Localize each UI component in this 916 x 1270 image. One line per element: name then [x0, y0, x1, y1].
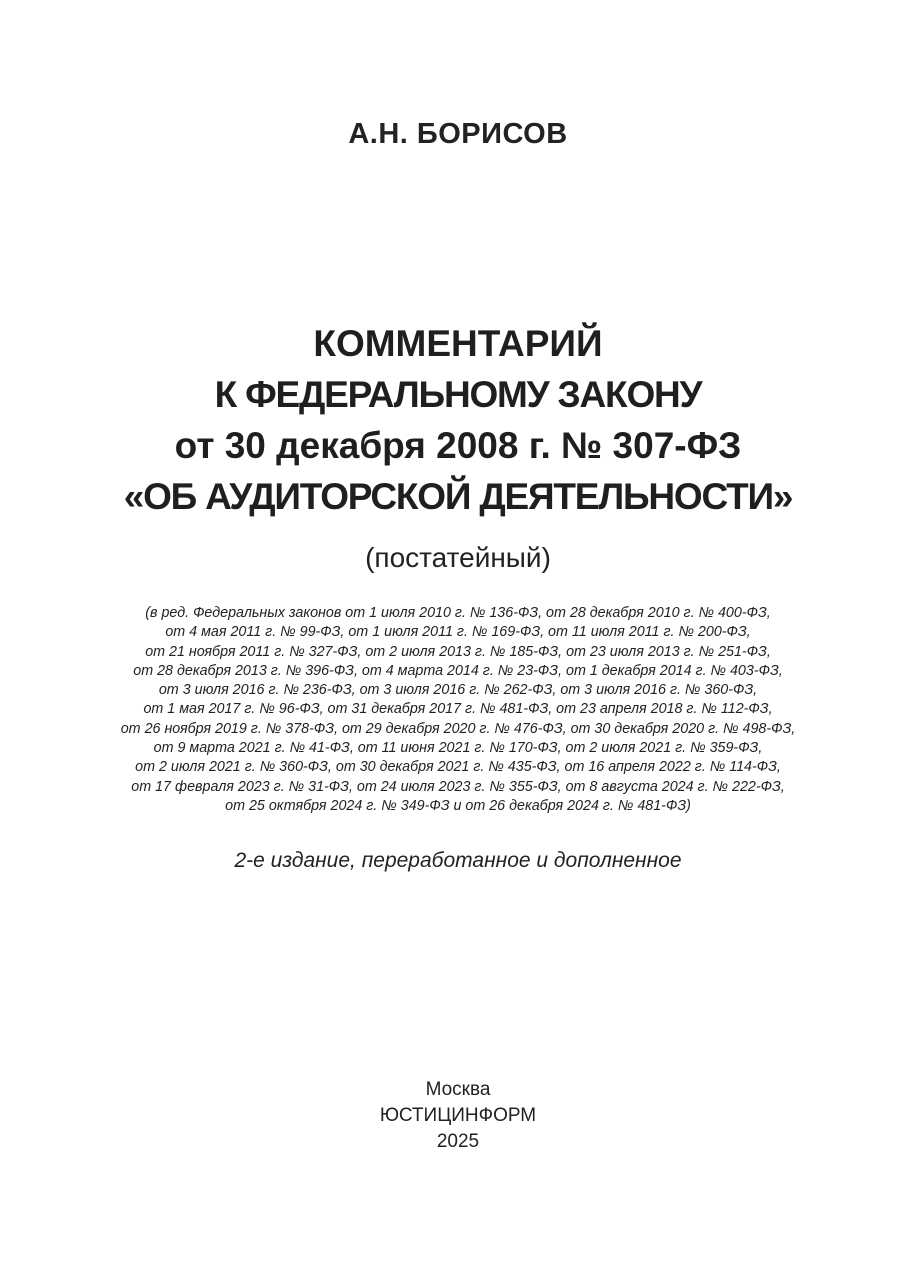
title-line: КОММЕНТАРИЙ: [313, 323, 603, 364]
amendment-line: (в ред. Федеральных законов от 1 июля 2010 г. № 136-ФЗ, от 28 декабря 2010 г. № 400-ФЗ,: [145, 605, 771, 621]
amendments-note: [0, 604, 916, 816]
imprint: [0, 1077, 916, 1155]
amendment-line: от 17 февраля 2023 г. № 31-ФЗ, от 24 июля 2023 г. № 355-ФЗ, от 8 августа 2024 г. № 222-ФЗ,: [131, 778, 785, 795]
title-line: К ФЕДЕРАЛЬНОМУ ЗАКОНУ: [214, 374, 702, 415]
imprint-city: Москва: [425, 1079, 491, 1100]
amendment-line: от 25 октября 2024 г. № 349-ФЗ и от 26 декабря 2024 г. № 481-ФЗ): [225, 797, 691, 814]
amendment-line: от 4 мая 2011 г. № 99-ФЗ, от 1 июля 2011 г. № 169-ФЗ, от 11 июля 2011 г. № 200-ФЗ,: [165, 624, 751, 641]
amendment-line: от 3 июля 2016 г. № 236-ФЗ, от 3 июля 2016 г. № 262-ФЗ, от 3 июля 2016 г. № 360-ФЗ,: [158, 682, 758, 699]
amendment-line: от 2 июля 2021 г. № 360-ФЗ, от 30 декабря 2021 г. № 435-ФЗ, от 16 апреля 2022 г. № 114-ФЗ,: [135, 759, 781, 776]
edition-note: 2-е издание, переработанное и дополненное: [234, 849, 682, 872]
amendment-line: от 26 ноября 2019 г. № 378-ФЗ, от 29 декабря 2020 г. № 476-ФЗ, от 30 декабря 2020 г. № 498-ФЗ,: [120, 720, 796, 737]
title-line: от 30 декабря 2008 г. № 307-ФЗ: [174, 425, 742, 466]
amendment-line: от 9 марта 2021 г. № 41-ФЗ, от 11 июня 2021 г. № 170-ФЗ, от 2 июля 2021 г. № 359-ФЗ,: [153, 740, 763, 757]
amendment-line: от 28 декабря 2013 г. № 396-ФЗ, от 4 марта 2014 г. № 23-ФЗ, от 1 декабря 2014 г. № 403-ФЗ,: [133, 662, 783, 679]
imprint-year: 2025: [436, 1131, 480, 1152]
amendment-line: от 21 ноября 2011 г. № 327-ФЗ, от 2 июля 2013 г. № 185-ФЗ, от 23 июля 2013 г. № 251-ФЗ,: [145, 643, 771, 660]
title-line: «ОБ АУДИТОРСКОЙ ДЕЯТЕЛЬНОСТИ»: [123, 476, 793, 517]
imprint-publisher: ЮСТИЦИНФОРМ: [379, 1105, 537, 1126]
book-title: [0, 318, 916, 522]
amendment-line: от 1 мая 2017 г. № 96-ФЗ, от 31 декабря 2017 г. № 481-ФЗ, от 23 апреля 2018 г. № 112-ФЗ,: [143, 701, 773, 718]
book-subtitle: (постатейный): [365, 542, 551, 573]
author-name: А.Н. БОРИСОВ: [348, 118, 568, 150]
